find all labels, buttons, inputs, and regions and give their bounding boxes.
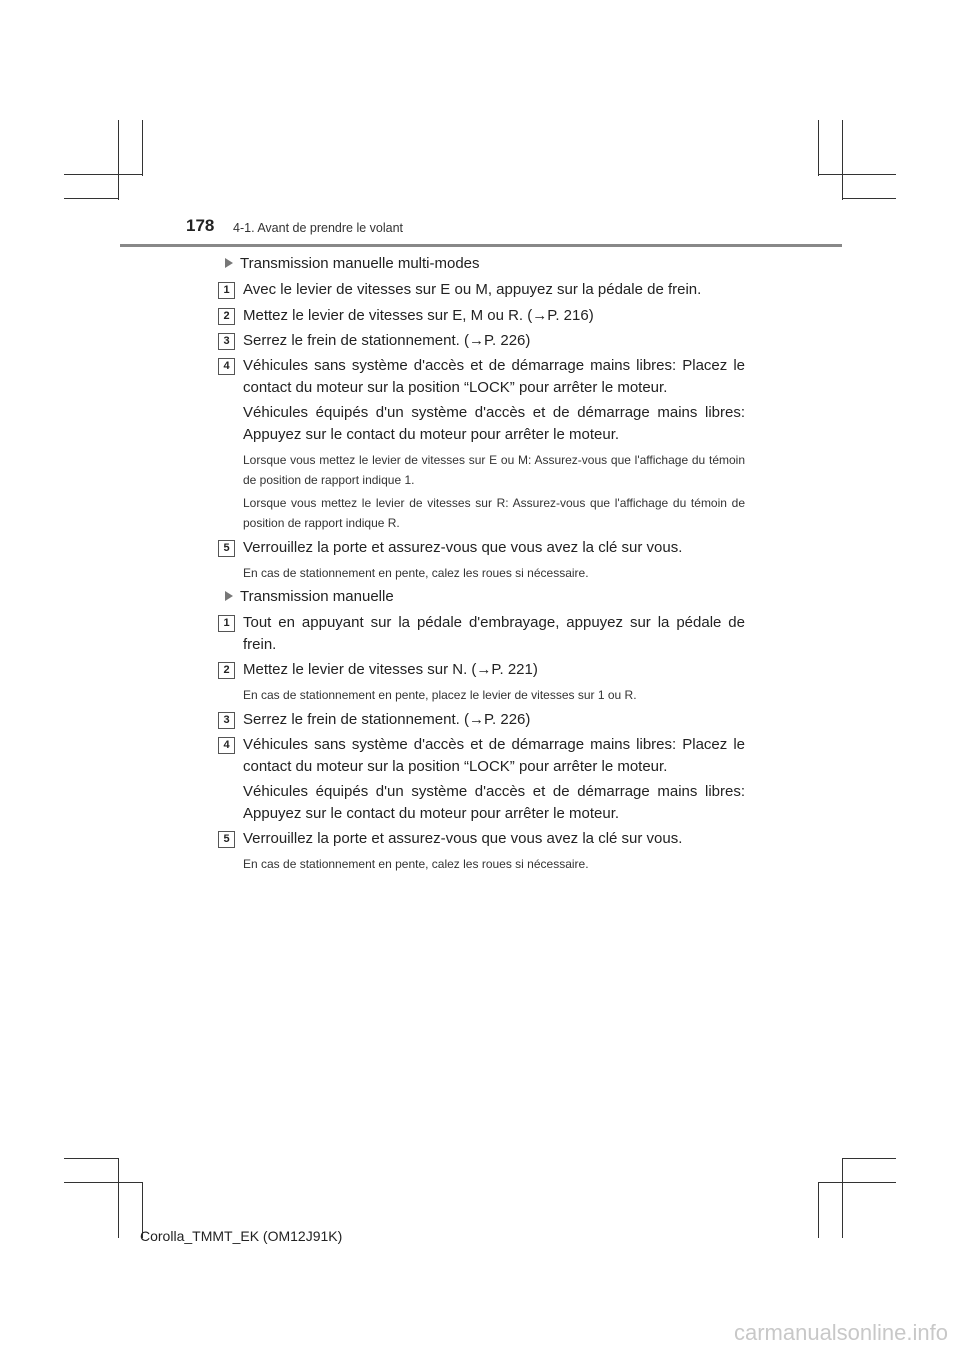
step-note: En cas de stationnement en pente, calez les roues si nécessaire. bbox=[243, 566, 589, 580]
step-text-alt: Véhicules équipés d'un système d'accès et de démarrage mains libres: Appuyez sur le contact du moteur pour arrêter le moteur. bbox=[243, 404, 745, 443]
step-text-alt: Véhicules équipés d'un système d'accès et de démarrage mains libres: Appuyez sur le contact du moteur pour arrêter le moteur. bbox=[243, 783, 745, 822]
step-number-badge: 3 bbox=[218, 712, 235, 729]
step-number-badge: 4 bbox=[218, 358, 235, 375]
section-heading-manual: Transmission manuelle bbox=[225, 588, 394, 605]
triangle-bullet-icon bbox=[225, 591, 233, 601]
document-id: Corolla_TMMT_EK (OM12J91K) bbox=[140, 1228, 343, 1244]
step-text: Serrez le frein de stationnement. (→P. 226) bbox=[243, 711, 531, 728]
step-number-badge: 5 bbox=[218, 540, 235, 557]
triangle-bullet-icon bbox=[225, 258, 233, 268]
step-note: En cas de stationnement en pente, placez le levier de vitesses sur 1 ou R. bbox=[243, 688, 637, 702]
step-number-badge: 5 bbox=[218, 831, 235, 848]
section-title: 4-1. Avant de prendre le volant bbox=[233, 221, 404, 235]
page-number: 178 bbox=[186, 216, 215, 235]
step-note: Lorsque vous mettez le levier de vitesses sur R: Assurez-vous que l'affichage du témoin de position de rapport indique R. bbox=[243, 496, 745, 530]
step-number-badge: 4 bbox=[218, 737, 235, 754]
step-text: Verrouillez la porte et assurez-vous que vous avez la clé sur vous. bbox=[243, 539, 683, 556]
step-text: Mettez le levier de vitesses sur E, M ou R. (→P. 216) bbox=[243, 307, 594, 324]
section-heading-multimode: Transmission manuelle multi-modes bbox=[225, 255, 480, 272]
step-note: Lorsque vous mettez le levier de vitesses sur E ou M: Assurez-vous que l'affichage du témoin de position de rapport indique 1. bbox=[243, 453, 745, 487]
step-note: En cas de stationnement en pente, calez les roues si nécessaire. bbox=[243, 857, 589, 871]
step-text: Véhicules sans système d'accès et de démarrage mains libres: Placez le contact du moteur sur la position “LOCK” pour arrêter le moteur. bbox=[243, 736, 745, 775]
step-text: Véhicules sans système d'accès et de démarrage mains libres: Placez le contact du moteur sur la position “LOCK” pour arrêter le moteur. bbox=[243, 357, 745, 396]
step-text: Avec le levier de vitesses sur E ou M, appuyez sur la pédale de frein. bbox=[243, 281, 702, 298]
step-text: Tout en appuyant sur la pédale d'embrayage, appuyez sur la pédale de frein. bbox=[243, 614, 745, 653]
step-number-badge: 3 bbox=[218, 333, 235, 350]
step-number-badge: 1 bbox=[218, 615, 235, 632]
step-number-badge: 2 bbox=[218, 308, 235, 325]
step-text: Serrez le frein de stationnement. (→P. 226) bbox=[243, 332, 531, 349]
watermark: carmanualsonline.info bbox=[733, 1320, 948, 1345]
step-text: Verrouillez la porte et assurez-vous que vous avez la clé sur vous. bbox=[243, 830, 683, 847]
step-number-badge: 1 bbox=[218, 282, 235, 299]
step-number-badge: 2 bbox=[218, 662, 235, 679]
step-text: Mettez le levier de vitesses sur N. (→P. 221) bbox=[243, 661, 538, 678]
header-divider bbox=[120, 244, 842, 247]
